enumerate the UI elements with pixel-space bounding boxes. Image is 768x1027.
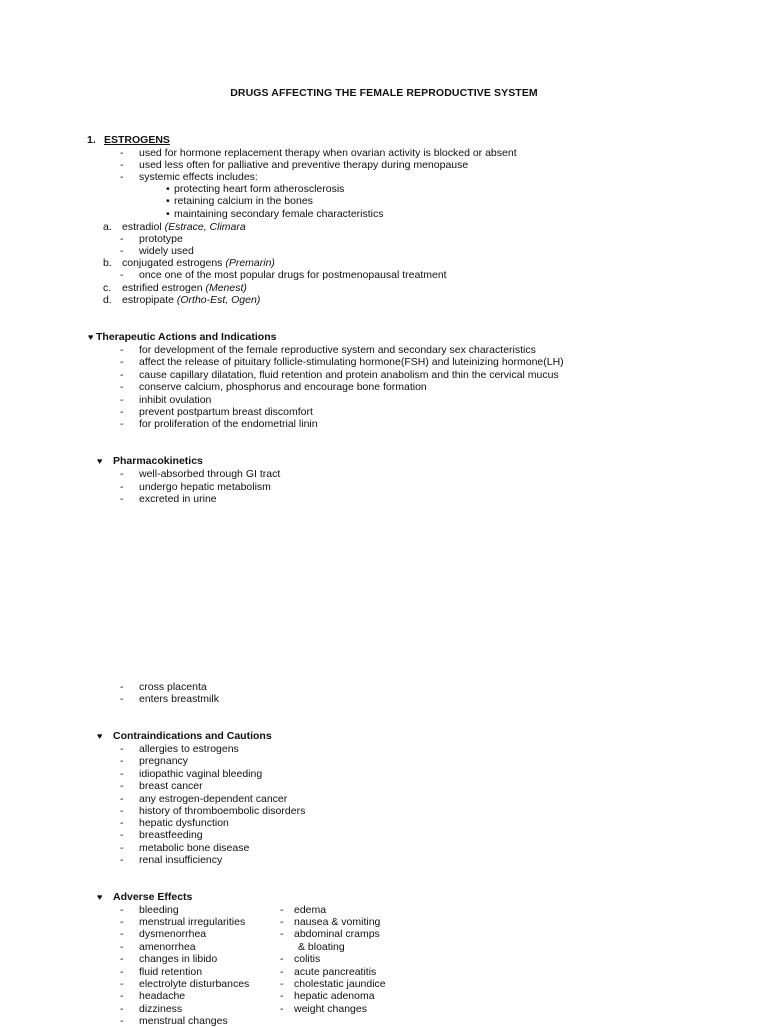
dash-marker: -: [120, 269, 124, 281]
dash-marker: -: [120, 233, 124, 245]
bullet-marker: •: [166, 208, 170, 220]
dash-marker: -: [120, 916, 124, 928]
contraindication-item: breastfeeding: [139, 829, 203, 841]
contraindication-item: breast cancer: [139, 780, 203, 792]
therapeutic-item: for development of the female reproductive system and secondary sex characteristics: [139, 344, 536, 356]
contraindication-item: renal insufficiency: [139, 854, 223, 866]
dash-marker: -: [280, 916, 284, 928]
use-item: used less often for palliative and preventive therapy during menopause: [139, 159, 469, 171]
pharmacokinetics-item: undergo hepatic metabolism: [139, 481, 271, 493]
contraindication-item: history of thromboembolic disorders: [139, 805, 306, 817]
section-heading-estrogens: [104, 134, 170, 146]
adverse-item: weight changes: [294, 1003, 367, 1015]
heart-icon: ♥: [97, 731, 103, 741]
adverse-item: menstrual irregularities: [139, 916, 246, 928]
adverse-item: electrolyte disturbances: [139, 978, 250, 990]
dash-marker: -: [120, 245, 124, 257]
adverse-item: dizziness: [139, 1003, 183, 1015]
drug-name: estropipate: [122, 294, 177, 306]
dash-marker: -: [120, 481, 124, 493]
adverse-item: nausea & vomiting: [294, 916, 381, 928]
adverse-effects-heading: Adverse Effects: [113, 891, 193, 903]
dash-marker: -: [120, 171, 124, 183]
dash-marker: -: [120, 394, 124, 406]
dash-marker: -: [120, 817, 124, 829]
dash-marker: -: [120, 406, 124, 418]
adverse-item: acute pancreatitis: [294, 966, 377, 978]
dash-marker: -: [120, 381, 124, 393]
contraindication-item: allergies to estrogens: [139, 743, 239, 755]
adverse-item: cholestatic jaundice: [294, 978, 386, 990]
contraindications-heading: Contraindications and Cautions: [113, 730, 272, 742]
dash-marker: -: [120, 780, 124, 792]
dash-marker: -: [280, 953, 284, 965]
drug-name: estradiol: [122, 221, 165, 233]
contraindication-item: idiopathic vaginal bleeding: [139, 768, 263, 780]
drug-conjugated-estrogens: [122, 257, 275, 269]
pharmacokinetics-item: cross placenta: [139, 681, 207, 693]
pharmacokinetics-heading: Pharmacokinetics: [113, 455, 203, 467]
dash-marker: -: [280, 1003, 284, 1015]
dash-marker: -: [120, 793, 124, 805]
drug-brand: (Premarin): [225, 257, 275, 269]
dash-marker: -: [120, 941, 124, 953]
document-title: DRUGS AFFECTING THE FEMALE REPRODUCTIVE SYSTEM: [230, 87, 538, 99]
drug-name: estrified estrogen: [122, 282, 206, 294]
drug-name: conjugated estrogens: [122, 257, 226, 269]
adverse-item: headache: [139, 990, 186, 1002]
adverse-item: amenorrhea: [139, 941, 196, 953]
pharmacokinetics-item: excreted in urine: [139, 493, 217, 505]
estrogens-heading: ESTROGENS: [104, 134, 170, 146]
adverse-item-continuation: & bloating: [298, 941, 345, 953]
drug-brand: (Menest): [205, 282, 247, 294]
adverse-item: hepatic adenoma: [294, 990, 375, 1002]
dash-marker: -: [280, 928, 284, 940]
dash-marker: -: [120, 805, 124, 817]
dash-marker: -: [120, 159, 124, 171]
dash-marker: -: [280, 990, 284, 1002]
dash-marker: -: [120, 842, 124, 854]
bullet-marker: •: [166, 183, 170, 195]
drug-brand: (Estrace, Climara: [164, 221, 246, 233]
dash-marker: -: [280, 904, 284, 916]
adverse-item: colitis: [294, 953, 321, 965]
dash-marker: -: [120, 418, 124, 430]
pharmacokinetics-item: enters breastmilk: [139, 693, 219, 705]
dash-marker: -: [120, 953, 124, 965]
effect-item: retaining calcium in the bones: [174, 195, 313, 207]
dash-marker: -: [120, 1003, 124, 1015]
dash-marker: -: [120, 854, 124, 866]
heart-icon: ♥: [88, 332, 94, 342]
therapeutic-item: affect the release of pituitary follicle-stimulating hormone(FSH) and luteinizing hormone(LH): [139, 356, 564, 368]
use-item: used for hormone replacement therapy when ovarian activity is blocked or absent: [139, 147, 517, 159]
adverse-item: abdominal cramps: [294, 928, 380, 940]
contraindication-item: pregnancy: [139, 755, 189, 767]
adverse-item: edema: [294, 904, 327, 916]
dash-marker: -: [120, 755, 124, 767]
dash-marker: -: [120, 966, 124, 978]
dash-marker: -: [280, 966, 284, 978]
section-number: 1.: [87, 134, 96, 146]
dash-marker: -: [120, 493, 124, 505]
dash-marker: -: [120, 369, 124, 381]
dash-marker: -: [120, 693, 124, 705]
dash-marker: -: [120, 768, 124, 780]
dash-marker: -: [120, 344, 124, 356]
dash-marker: -: [120, 743, 124, 755]
dash-marker: -: [120, 928, 124, 940]
drug-estrified-estrogen: [122, 282, 247, 294]
drug-estropipate: [122, 294, 260, 306]
dash-marker: -: [120, 147, 124, 159]
contraindication-item: any estrogen-dependent cancer: [139, 793, 288, 805]
bullet-marker: •: [166, 195, 170, 207]
adverse-item: changes in libido: [139, 953, 218, 965]
drug-letter: b.: [103, 257, 112, 269]
dash-marker: -: [120, 978, 124, 990]
drug-note: prototype: [139, 233, 183, 245]
drug-estradiol: [122, 221, 246, 233]
pharmacokinetics-item: well-absorbed through GI tract: [139, 468, 281, 480]
dash-marker: -: [120, 468, 124, 480]
drug-note: widely used: [139, 245, 194, 257]
dash-marker: -: [120, 681, 124, 693]
adverse-item: dysmenorrhea: [139, 928, 207, 940]
therapeutic-heading: Therapeutic Actions and Indications: [96, 331, 277, 343]
therapeutic-item: for proliferation of the endometrial linin: [139, 418, 318, 430]
contraindication-item: hepatic dysfunction: [139, 817, 229, 829]
therapeutic-item: cause capillary dilatation, fluid retention and protein anabolism and thin the cervical mucus: [139, 369, 559, 381]
heart-icon: ♥: [97, 456, 103, 466]
dash-marker: -: [120, 356, 124, 368]
effect-item: maintaining secondary female characteristics: [174, 208, 384, 220]
contraindication-item: metabolic bone disease: [139, 842, 250, 854]
dash-marker: -: [120, 829, 124, 841]
therapeutic-item: prevent postpartum breast discomfort: [139, 406, 313, 418]
adverse-item: menstrual changes: [139, 1015, 228, 1027]
drug-letter: a.: [103, 221, 112, 233]
dash-marker: -: [120, 990, 124, 1002]
adverse-item: bleeding: [139, 904, 179, 916]
drug-letter: c.: [103, 282, 112, 294]
drug-letter: d.: [103, 294, 112, 306]
drug-brand: (Ortho-Est, Ogen): [176, 294, 261, 306]
dash-marker: -: [120, 1015, 124, 1027]
dash-marker: -: [120, 904, 124, 916]
heart-icon: ♥: [97, 892, 103, 902]
therapeutic-item: inhibit ovulation: [139, 394, 212, 406]
therapeutic-item: conserve calcium, phosphorus and encourage bone formation: [139, 381, 427, 393]
effect-item: protecting heart form atherosclerosis: [174, 183, 345, 195]
drug-note: once one of the most popular drugs for postmenopausal treatment: [139, 269, 447, 281]
use-item: systemic effects includes:: [139, 171, 258, 183]
dash-marker: -: [280, 978, 284, 990]
adverse-item: fluid retention: [139, 966, 203, 978]
